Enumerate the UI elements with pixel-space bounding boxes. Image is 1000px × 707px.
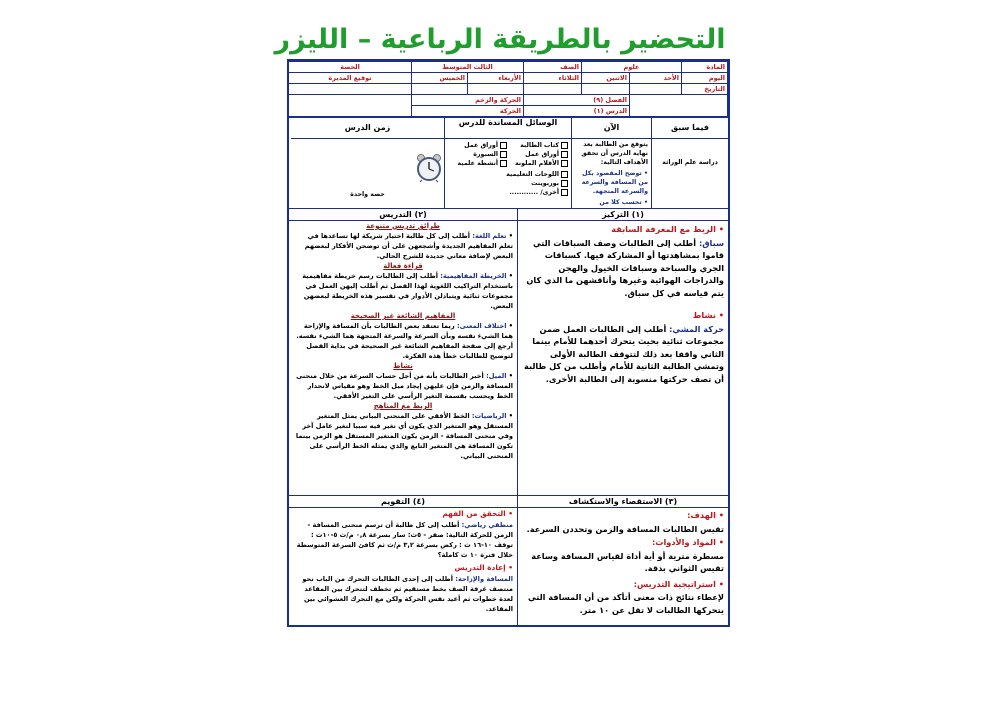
checkbox-icon[interactable] bbox=[500, 142, 507, 149]
goal-2-text: تحسب كلا من bbox=[599, 199, 642, 206]
day-thursday: الخميس bbox=[412, 73, 468, 84]
focus-teach-row bbox=[289, 208, 728, 495]
focus-section bbox=[517, 209, 728, 495]
teach-sub-3: المفاهيم الشائعة غير الصحيحة bbox=[350, 312, 456, 320]
subject-value: علوم bbox=[582, 62, 682, 73]
resource-item: الأقلام الملونة bbox=[509, 159, 568, 168]
focus-activity-heading: • نشاط bbox=[692, 310, 724, 320]
period-label: الحصة bbox=[288, 62, 411, 73]
resource-item: السبورة bbox=[448, 150, 507, 159]
teach-para-5: • الرياضيات: الخط الأفقي على المنحنى البياني يمثل المتغير المستقل وهو المتغير الذي يكون أي تغير فيه سببا لتغير عامل آخر وفي منحنى المسافة - الزمن يكون المتغير المستقل هو الزمن بينما تكون المسافة هي المتغير التابع والذي يمثله الخط الرأسي على المنحنى البياني. bbox=[295, 412, 513, 460]
explore-strategy-text: لإعطاء نتائج ذات معنى أتأكد من أن المسافة التي يتحركها الطالبات لا تقل عن ١٠ متر. bbox=[527, 592, 724, 615]
now-heading: الآن bbox=[572, 118, 651, 139]
goal-1-text: توضح المقصود بكل من المسافة والسرعة والسرعة المتجهة. bbox=[581, 170, 648, 195]
alarm-clock-icon bbox=[414, 153, 444, 183]
day-monday: الاثنين bbox=[582, 73, 630, 84]
header-table bbox=[288, 61, 728, 117]
explore-heading: (٣) الاستقصاء والاستكشاف bbox=[518, 496, 728, 508]
principal-signature-label: توقيع المديرة bbox=[288, 73, 411, 84]
day-tuesday: الثلاثاء bbox=[524, 73, 582, 84]
teach-heading: (٢) التدريس bbox=[289, 209, 517, 221]
now-intro: يتوقع من الطالبة بعد نهاية الدرس أن تحقق الأهداف التالية: bbox=[581, 141, 648, 166]
before-heading: فيما سبق bbox=[652, 118, 728, 139]
focus-activity-text: حركة المشي: أطلب إلى الطالبات العمل ضمن مجموعات ثنائية بحيث يتحرك أحدهما للأمام بينما الثاني واقفا بعد ذلك لتتوقف الطالبة الأولى وتمشي الطالبة الثانية للأمام وأطلب من كل طالبة أن تصف حركتها منسوبة إلى الطالبة الأخرى. bbox=[524, 323, 724, 384]
time-column bbox=[291, 118, 444, 208]
checkbox-icon[interactable] bbox=[500, 151, 507, 158]
checkbox-icon[interactable] bbox=[561, 151, 568, 158]
before-column bbox=[651, 118, 728, 208]
assess-reteach-text: المسافة والإزاحة: أطلب إلى إحدى الطالبات التحرك من الباب نحو منتصف غرفة الصف بخط مستقيم ثم تخطف لتتحرك بين المقاعد لعدة خطوات ثم أعيد نفس الحركة ولكن مع التحرك العشوائي بين المقاعد. bbox=[302, 575, 513, 613]
now-column bbox=[571, 118, 651, 208]
date-label: التاريخ bbox=[682, 84, 728, 95]
explore-goal-text: تقيس الطالبات المسافة والزمن وتحددن السرعة. bbox=[526, 523, 724, 534]
assess-check-heading: • التحقق من الفهم bbox=[442, 509, 513, 518]
assess-reteach-heading: • إعادة التدريس bbox=[454, 563, 513, 572]
focus-heading: (١) التركيز bbox=[518, 209, 728, 221]
explore-materials-heading: • المواد والأدوات: bbox=[651, 537, 724, 547]
time-heading: زمن الدرس bbox=[291, 118, 444, 139]
grade-value: الثالث المتوسط bbox=[412, 62, 524, 73]
checkbox-icon[interactable] bbox=[500, 160, 507, 167]
teach-para-4: • الميل: أخبر الطالبات بأنه من أجل حساب السرعة من خلال منحنى المسافة والزمن فإن عليهن إيجاد ميل الخط وهو مقياس لانحدار الخط ويحسب بقسمة التغير الرأسي على التغير الأفقي. bbox=[296, 372, 513, 400]
lesson-plan-sheet bbox=[287, 59, 730, 627]
explore-strategy-heading: • استراتيجية التدريس: bbox=[633, 578, 724, 589]
checkbox-icon[interactable] bbox=[561, 142, 568, 149]
checkbox-icon[interactable] bbox=[561, 160, 568, 167]
teach-sub-4: نشاط bbox=[393, 362, 413, 370]
teach-para-2: • الخريطة المفاهيمية: أطلب إلى الطالبات رسم خريطة مفاهيمية باستخدام التراكيب اللغوية لهذا الفصل ثم أطلب إليهن العمل في مجموعات ثنائية ويتبادلن الأدوار في تفسير هذه الخريطة لبعضهن البعض. bbox=[302, 272, 513, 310]
teach-sub-1: طرائق تدريس متنوعة bbox=[366, 222, 440, 230]
goal-1: • توضح المقصود بكل من المسافة والسرعة والسرعة المتجهة. bbox=[581, 170, 648, 195]
explore-goal-heading: • الهدف: bbox=[687, 510, 724, 520]
overview-row bbox=[289, 117, 728, 208]
time-value: حصة واحدة bbox=[350, 191, 385, 198]
focus-link-heading: • الربط مع المعرفة السابقة bbox=[611, 224, 724, 234]
teach-sub-2: قراءة فعالة bbox=[383, 262, 423, 270]
day-wednesday: الأربعاء bbox=[468, 73, 524, 84]
resource-item: بوربوينت bbox=[448, 179, 568, 188]
teach-para-1: • تعلم اللغة: أطلب إلى كل طالبة اختيار شريكة لها تساعدها في تعلم المفاهيم الجديدة وأشجعهن على أن توضحن الأفكار لبعضهم البعض لإضافة معاني جديدة للشرح الحالي. bbox=[304, 232, 513, 260]
checkbox-icon[interactable] bbox=[561, 189, 568, 196]
checkbox-icon[interactable] bbox=[561, 180, 568, 187]
resource-item: كتاب الطالبة bbox=[509, 141, 568, 150]
grade-label: الصف bbox=[524, 62, 582, 73]
explore-materials-text: مسطرة مترية أو أية أداة لقياس المسافة وساعة تقيس الثواني بدقة. bbox=[531, 550, 724, 573]
day-label: اليوم bbox=[682, 73, 728, 84]
assess-check-text: منطقي رياضي: أطلب إلى كل طالبة أن ترسم منحنى المسافة - الزمن للحركة التالية: صفر - ٥ث: سار بسرعة ٠,٨ م/ث ٥-١٠ث : توقف ١٠-١٦ ث : ركض بسرعة ٣,٢ م/ث ثم كافئ السرعة المتوسطة خلال فترة ١٠ ث كاملة؟ bbox=[296, 521, 513, 559]
chapter-name: الحركة والزخم bbox=[412, 95, 524, 106]
resources-heading: الوسائل المساندة للدرس bbox=[445, 118, 571, 139]
explore-section bbox=[517, 496, 728, 627]
teach-sub-5: الربط مع المناهج bbox=[373, 402, 433, 410]
day-sunday: الأحد bbox=[630, 73, 682, 84]
lesson-number: الدرس (١) bbox=[524, 106, 630, 117]
teach-para-3: • اختلاف المعنى: ربما تعتقد بعض الطالبات بأن المسافة والإزاحة هما الشيء نفسه وبأن السرعة والسرعة المتجهة هما الشيء نفسه. أرجع إلى صفحة المفاهيم الشائعة غير الصحيحة في بداية الفصل لتوضيح للطالبات خطأ هذه الفكرة. bbox=[296, 322, 513, 360]
resource-item: أوراق عمل bbox=[448, 141, 507, 150]
resource-item: أنشطة علمية bbox=[448, 159, 507, 168]
assess-heading: (٤) التقويم bbox=[289, 496, 517, 508]
resource-other: أخرى/ ............ bbox=[448, 188, 568, 197]
resources-column bbox=[444, 118, 571, 208]
teach-section bbox=[289, 209, 517, 495]
resource-item: أوراق عمل bbox=[509, 150, 568, 159]
subject-label: المادة bbox=[682, 62, 728, 73]
focus-link-text: سباق: أطلب إلى الطالبات وصف السباقات التي قاموا بمشاهدتها أو المشاركة فيها. كسباقات الجري والسباحة وسباقات الخيول والهجن والدراجات الهوائية وغيرها وأناقشهن ما الذي كان يتم قياسه في كل سباق. bbox=[526, 237, 724, 298]
assess-section bbox=[289, 496, 517, 627]
lesson-name: الحركة bbox=[412, 106, 524, 117]
goal-2: • تحسب كلا من bbox=[572, 197, 651, 208]
resource-item: اللوحات التعليمية bbox=[448, 170, 568, 179]
chapter-number: الفصل (٩) bbox=[524, 95, 630, 106]
explore-assess-row bbox=[289, 495, 728, 627]
page-title: التحضير بالطريقة الرباعية – الليزر bbox=[274, 24, 726, 55]
before-text: دراسة علم الوراثة bbox=[662, 159, 718, 166]
checkbox-icon[interactable] bbox=[561, 171, 568, 178]
